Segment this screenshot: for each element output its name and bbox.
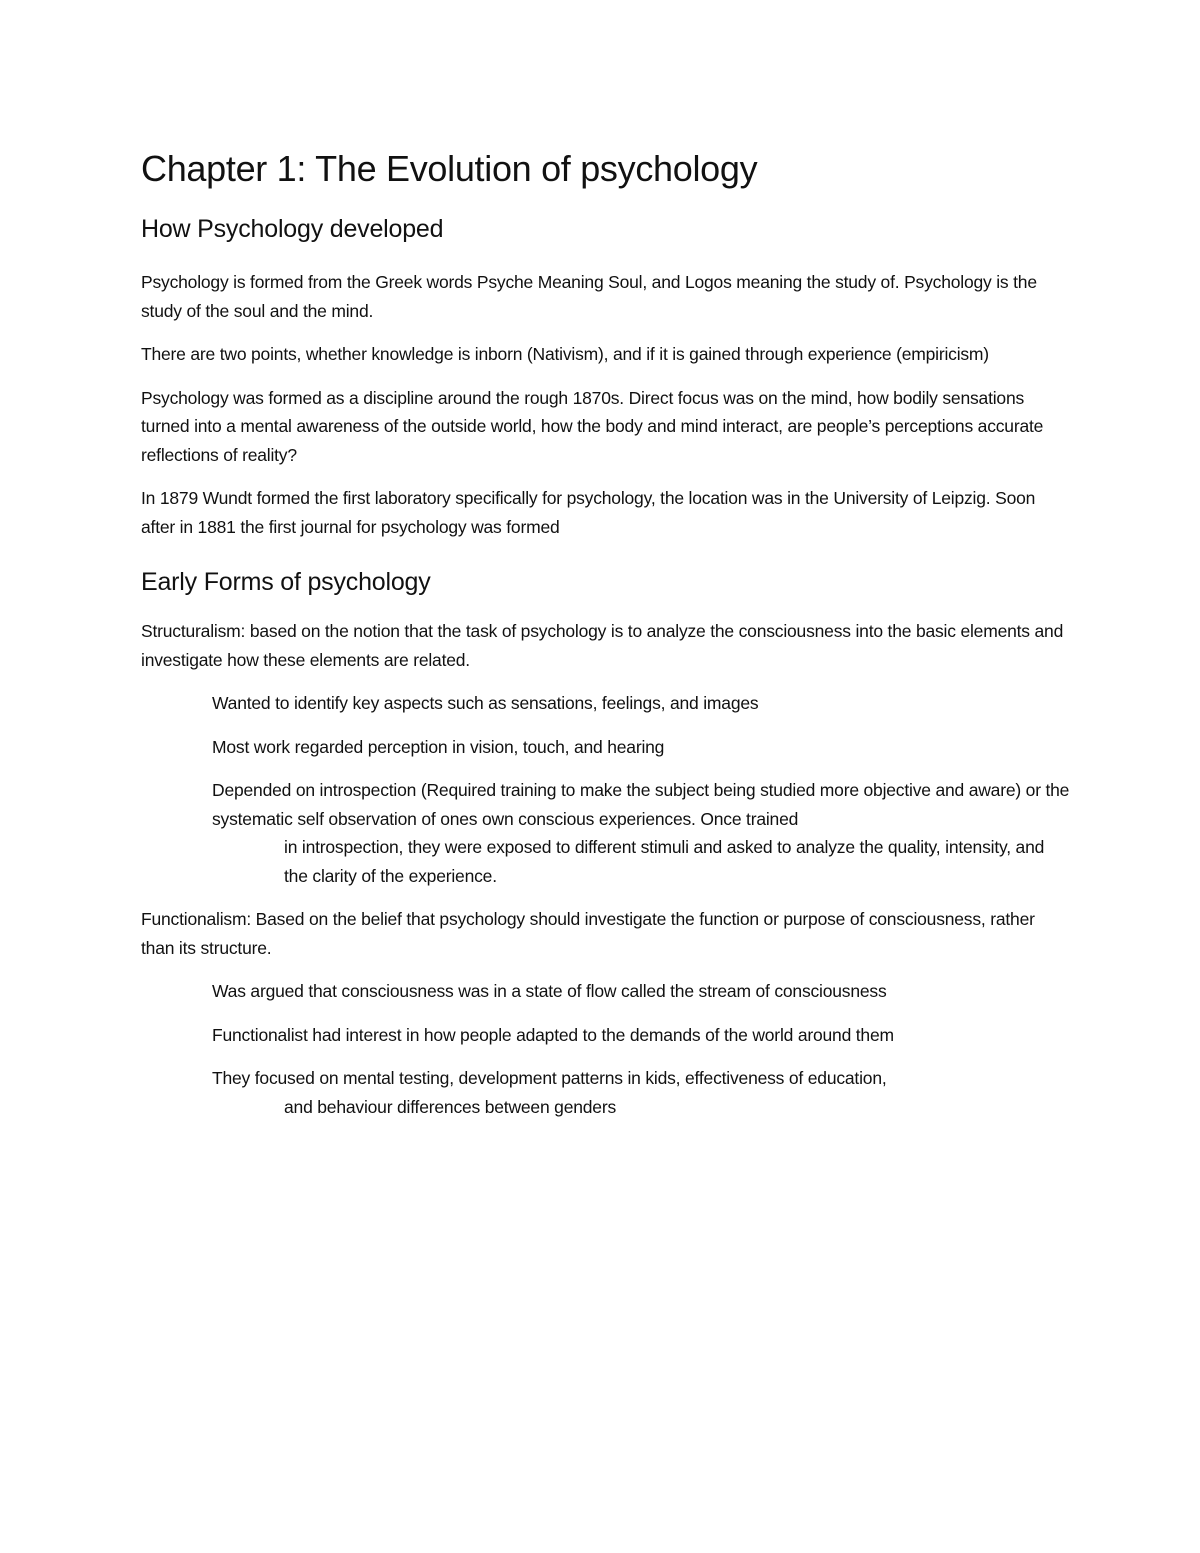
focus-text-continued: and behaviour differences between genders	[284, 1096, 616, 1117]
paragraph-discipline-1870s: Psychology was formed as a discipline around the rough 1870s. Direct focus was on the mind, how bodily sensations turned into a mental awareness of the outside world, how the body and mind interact, are people’s perceptions accurate reflections of reality?	[141, 387, 1044, 465]
functionalism-point-adaptation: Functionalist had interest in how people adapted to the demands of the world around them	[212, 1024, 894, 1045]
structuralism-point-introspection	[212, 776, 1071, 890]
section-heading-how-developed: How Psychology developed	[141, 215, 444, 243]
focus-text-first: They focused on mental testing, development patterns in kids, effectiveness of education,	[212, 1068, 887, 1088]
document-body	[141, 142, 1071, 1136]
paragraph-functionalism-definition: Functionalism: Based on the belief that psychology should investigate the function or purpose of consciousness, rather than its structure.	[141, 909, 1035, 958]
paragraph-nativism-empiricism: There are two points, whether knowledge is inborn (Nativism), and if it is gained through experience (empiricism)	[141, 344, 989, 364]
paragraph-structuralism-definition: Structuralism: based on the notion that the task of psychology is to analyze the consciousness into the basic elements and investigate how these elements are related.	[141, 621, 1064, 670]
structuralism-point-key-aspects: Wanted to identify key aspects such as sensations, feelings, and images	[212, 693, 759, 713]
paragraph-wundt-laboratory: In 1879 Wundt formed the first laboratory specifically for psychology, the location was in the University of Leipzig. Soon after in 1881 the first journal for psychology was formed	[141, 488, 1036, 537]
paragraph-etymology: Psychology is formed from the Greek words Psyche Meaning Soul, and Logos meaning the study of. Psychology is the study of the soul and the mind.	[141, 272, 1037, 321]
introspection-text-first: Depended on introspection (Required training to make the subject being studied more objective and aware) or the systematic self observation of ones own conscious experiences. Once trained	[212, 780, 1070, 829]
structuralism-point-perception: Most work regarded perception in vision, touch, and hearing	[212, 736, 665, 757]
section-heading-early-forms: Early Forms of psychology	[141, 568, 431, 596]
introspection-text-continued: in introspection, they were exposed to different stimuli and asked to analyze the quality, intensity, and the clarity of the experience.	[284, 837, 1045, 886]
functionalism-point-stream: Was argued that consciousness was in a state of flow called the stream of consciousness	[212, 981, 887, 1001]
chapter-title: Chapter 1: The Evolution of psychology	[141, 148, 758, 189]
functionalism-point-focus	[212, 1064, 1071, 1121]
